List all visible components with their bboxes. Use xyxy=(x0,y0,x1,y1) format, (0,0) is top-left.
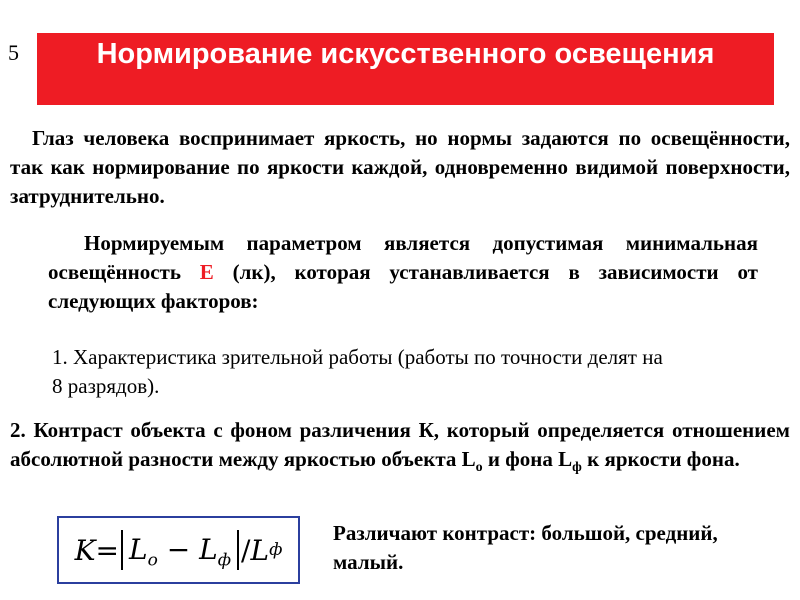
factor2-sub-object: о xyxy=(475,460,483,476)
formula-l-object: L xyxy=(129,533,148,566)
formula-l-background: L xyxy=(199,533,218,566)
formula-minus: − xyxy=(157,533,200,566)
paragraph-normalized-parameter xyxy=(48,229,758,316)
formula-absolute-value xyxy=(121,530,239,570)
factor2-mid: и фона L xyxy=(482,447,573,471)
formula-l-object-sub: o xyxy=(147,550,158,571)
factor-2-contrast xyxy=(10,416,790,474)
formula-lhs: K xyxy=(74,533,96,567)
slide-number: 5 xyxy=(8,40,19,65)
paragraph2-after: (лк), которая устанавливается в зависимости от следующих факторов: xyxy=(48,260,758,313)
formula-divide: / xyxy=(241,533,251,567)
paragraph-brightness: Глаз человека воспринимает яркость, но нормы задаются по освещённости, так как нормирование по яркости каждой, одновременно видимой поверхности, затруднительно. xyxy=(10,126,790,208)
illuminance-symbol: Е xyxy=(199,260,214,284)
paragraph2-before: Нормируемым параметром является допустимая минимальная освещённость xyxy=(48,231,758,284)
formula-l-denominator: L xyxy=(250,533,270,567)
contrast-formula: K = $L_o - L_ф$ / L ф xyxy=(57,516,300,584)
factor2-end: к яркости фона. xyxy=(581,447,740,471)
factor-1-visual-work: 1. Характеристика зрительной работы (работы по точности делят на 8 разрядов). xyxy=(52,345,663,398)
contrast-levels-note: Различают контраст: большой, средний, малый. xyxy=(333,521,718,574)
formula-l-background-sub: ф xyxy=(217,550,232,571)
formula-equals: = xyxy=(95,533,120,567)
slide-title: Нормирование искусственного освещения xyxy=(96,38,715,70)
factor2-text: 2. Контраст объекта с фоном различения К, который определяется отношением абсолютной разности между яркостью объекта L xyxy=(10,418,790,471)
factor2-sub-background: ф xyxy=(572,460,582,476)
